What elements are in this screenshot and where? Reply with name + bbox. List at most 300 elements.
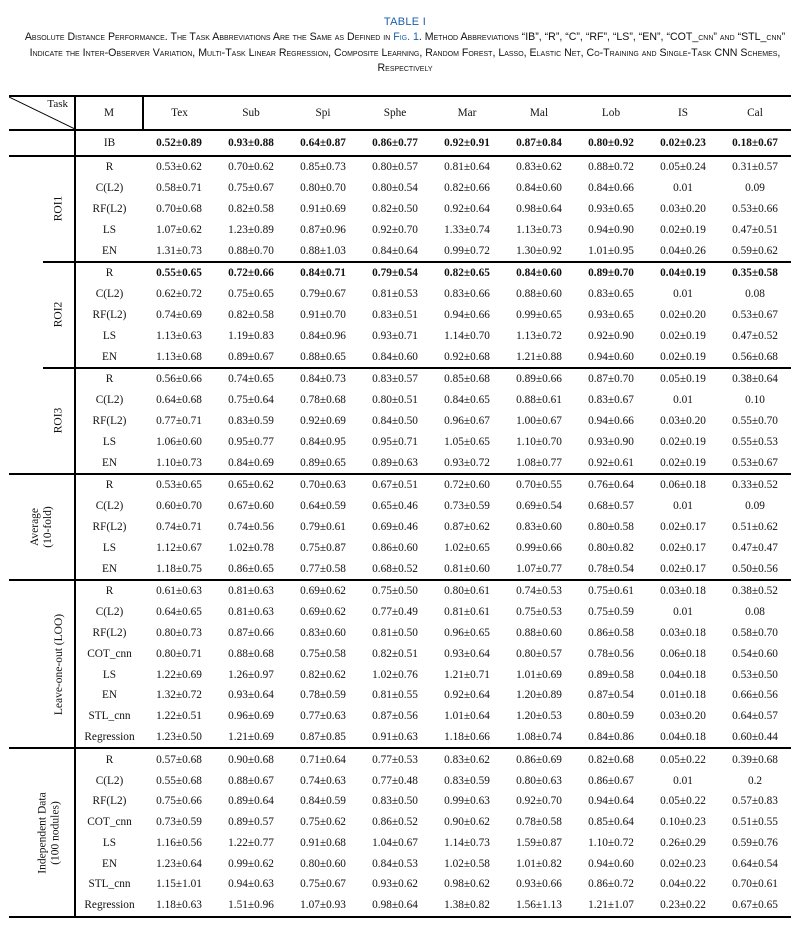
table-row [9,452,791,474]
value-cell: 0.82±0.50 [372,202,418,215]
value-cell: 0.02±0.19 [660,435,706,448]
value-cell: 0.93±0.62 [372,878,418,891]
group-label [9,580,75,748]
column-header: Spi [287,96,359,130]
value-cell: 1.18±0.63 [143,895,215,917]
value-cell: 0.83±0.65 [588,288,634,301]
value-cell: 0.84±0.66 [588,182,634,195]
value-cell: 0.71±0.64 [300,753,346,766]
value-cell: 0.91±0.63 [359,727,431,749]
value-cell: 1.15±1.01 [156,878,202,891]
value-cell: 0.69±0.62 [300,606,346,619]
value-cell: 0.83±0.67 [588,394,634,407]
value-cell: 1.01±0.64 [444,710,490,723]
value-cell: 0.75±0.66 [156,795,202,808]
value-cell: 1.10±0.72 [588,836,634,849]
results-table [9,95,791,918]
value-cell: 0.76±0.64 [588,479,634,492]
value-cell: 0.98±0.64 [516,202,562,215]
value-cell: 0.02±0.19 [660,329,706,342]
table-row [9,664,791,685]
column-header: Tex [143,96,215,130]
value-cell: 0.82±0.58 [228,308,274,321]
table-row [9,833,791,854]
value-cell: 0.88±0.70 [215,240,287,262]
table-row [9,812,791,833]
table-row [9,602,791,623]
value-cell: 0.54±0.60 [732,647,778,660]
subgroup-label [43,156,75,262]
table-row [9,178,791,199]
method-cell: C(L2) [95,182,124,195]
value-cell: 0.09 [745,500,765,513]
value-cell: 0.98±0.64 [359,895,431,917]
value-cell: 0.47±0.51 [732,223,778,236]
group-label-line: Average [28,507,41,546]
value-cell: 0.82±0.66 [444,182,490,195]
value-cell: 0.01±0.18 [660,689,706,702]
value-cell: 0.80±0.58 [588,520,634,533]
value-cell: 1.02±0.76 [372,668,418,681]
method-cell: R [105,753,114,766]
method-cell: LS [102,836,117,849]
value-cell: 0.93±0.88 [215,130,287,156]
value-cell: 0.55±0.68 [156,774,202,787]
value-cell: 0.86±0.77 [359,130,431,156]
value-cell: 0.84±0.65 [444,394,490,407]
group-label [9,156,43,474]
value-cell: 0.65±0.46 [372,500,418,513]
table-label: TABLE I [383,16,427,28]
column-header: Sphe [359,96,431,130]
value-cell: 1.05±0.65 [444,435,490,448]
value-cell: 0.94±0.63 [228,878,274,891]
subgroup-label [43,262,75,368]
value-cell: 0.02±0.19 [647,452,719,474]
value-cell: 1.04±0.67 [372,836,418,849]
value-cell: 0.02±0.20 [660,308,706,321]
group-label-line: (100 nodules) [49,800,62,865]
value-cell: 0.84±0.60 [516,182,562,195]
value-cell: 0.88±1.03 [287,240,359,262]
value-cell: 1.10±0.70 [516,435,562,448]
value-cell: 0.93±0.72 [431,452,503,474]
value-cell: 1.18±0.66 [431,727,503,749]
value-cell: 1.30±0.92 [503,240,575,262]
value-cell: 0.96±0.65 [444,626,490,639]
value-cell: 0.96±0.69 [228,710,274,723]
value-cell: 0.04±0.18 [647,727,719,749]
group-label [9,748,75,916]
value-cell: 0.84±0.96 [300,329,346,342]
method-cell: R [105,161,114,174]
roi-label: ROI1 [52,196,64,222]
value-cell: 0.70±0.55 [516,479,562,492]
value-cell: 1.26±0.97 [228,668,274,681]
method-cell: C(L2) [95,288,124,301]
value-cell: 0.72±0.66 [228,267,274,280]
value-cell: 1.13±0.63 [156,329,202,342]
value-cell: 1.08±0.77 [503,452,575,474]
value-cell: 0.88±0.68 [228,647,274,660]
table-row [9,537,791,558]
value-cell: 1.22±0.69 [156,668,202,681]
table-row [9,874,791,895]
value-cell: 0.31±0.57 [732,161,778,174]
value-cell: 0.93±0.64 [444,647,490,660]
value-cell: 0.81±0.63 [228,585,274,598]
value-cell: 1.01±0.95 [575,240,647,262]
value-cell: 1.56±1.13 [503,895,575,917]
value-cell: 0.81±0.50 [372,626,418,639]
value-cell: 0.80±0.70 [300,182,346,195]
value-cell: 0.88±0.60 [516,626,562,639]
method-cell: STL_cnn [88,878,131,891]
table-caption [12,30,798,77]
value-cell: 0.01 [673,774,693,787]
method-cell: EN [101,857,118,870]
value-cell: 0.83±0.66 [444,288,490,301]
value-cell: 0.03±0.20 [660,202,706,215]
value-cell: 0.59±0.62 [719,240,791,262]
table-row [9,411,791,432]
value-cell: 1.02±0.78 [228,541,274,554]
value-cell: 0.83±0.60 [300,626,346,639]
value-cell: 0.75±0.64 [228,394,274,407]
column-header: Sub [215,96,287,130]
value-cell: 0.05±0.24 [660,161,706,174]
value-cell: 0.93±0.90 [588,435,634,448]
method-cell: LS [102,668,117,681]
value-cell: 0.99±0.65 [516,308,562,321]
value-cell: 0.33±0.52 [732,479,778,492]
value-cell: 0.03±0.20 [660,710,706,723]
value-cell: 0.56±0.68 [719,346,791,368]
header-row [9,96,791,130]
value-cell: 0.82±0.62 [300,668,346,681]
method-cell: STL_cnn [88,710,131,723]
value-cell: 0.92±0.69 [300,414,346,427]
column-header: Mar [431,96,503,130]
value-cell: 0.75±0.67 [228,182,274,195]
value-cell: 0.09 [745,182,765,195]
subgroup-label [43,368,75,474]
value-cell: 0.77±0.49 [372,606,418,619]
value-cell: 1.21±0.88 [503,346,575,368]
value-cell: 0.70±0.62 [228,161,274,174]
value-cell: 0.92±0.64 [444,689,490,702]
value-cell: 0.88±0.61 [516,394,562,407]
method-cell: EN [75,452,143,474]
value-cell: 0.18±0.67 [719,130,791,156]
caption-text-end: . Method Abbreviations “IB”, “R”, “C”, “RF”, “LS”, “EN”, “COT_cnn” and “STL_cnn” Indicate the Inter-Observer Variation, Multi-Task Linear Regression, Composite Learning, Random Forest, Lasso, Elastic Net, Co-Training and Single-Task CNN Schemes, Respectively [29,31,786,74]
value-cell: 0.84±0.53 [372,857,418,870]
value-cell: 0.73±0.59 [444,500,490,513]
value-cell: 0.80±0.73 [156,626,202,639]
value-cell: 0.86±0.69 [516,753,562,766]
value-cell: 0.80±0.71 [156,647,202,660]
value-cell: 1.14±0.70 [444,329,490,342]
value-cell: 0.23±0.22 [647,895,719,917]
value-cell: 1.33±0.74 [444,223,490,236]
method-cell: COT_cnn [87,647,132,660]
value-cell: 0.51±0.55 [732,816,778,829]
table-row [9,240,791,262]
value-cell: 1.00±0.67 [516,414,562,427]
column-header: Cal [719,96,791,130]
value-cell: 1.32±0.72 [156,689,202,702]
value-cell: 0.04±0.26 [647,240,719,262]
value-cell: 0.56±0.66 [156,373,202,386]
value-cell: 0.53±0.50 [732,668,778,681]
value-cell: 0.72±0.60 [444,479,490,492]
value-cell: 0.80±0.51 [372,394,418,407]
table-row [9,496,791,517]
task-corner-cell [9,96,75,130]
method-cell: C(L2) [95,500,124,513]
table-row [9,199,791,220]
method-cell: EN [101,689,118,702]
value-cell: 0.79±0.67 [300,288,346,301]
method-cell: LS [102,435,117,448]
value-cell: 0.73±0.59 [156,816,202,829]
method-cell: Regression [75,895,143,917]
method-cell: EN [75,346,143,368]
table-row [9,346,791,368]
value-cell: 1.51±0.96 [215,895,287,917]
value-cell: 0.10±0.23 [660,816,706,829]
figure-link[interactable]: Fig. 1 [393,31,419,43]
value-cell: 0.74±0.69 [156,308,202,321]
table-row [9,325,791,346]
value-cell: 0.84±0.71 [300,267,346,280]
value-cell: 0.75±0.50 [372,585,418,598]
value-cell: 0.92±0.64 [444,202,490,215]
method-cell: R [105,585,114,598]
method-cell: Regression [75,727,143,749]
value-cell: 1.31±0.73 [143,240,215,262]
value-cell: 0.10 [745,394,765,407]
value-cell: 0.88±0.65 [287,346,359,368]
value-cell: 0.61±0.63 [156,585,202,598]
value-cell: 0.69±0.46 [372,520,418,533]
column-header: Mal [503,96,575,130]
value-cell: 0.74±0.53 [516,585,562,598]
value-cell: 1.16±0.56 [156,836,202,849]
value-cell: 1.07±0.93 [287,895,359,917]
value-cell: 0.86±0.58 [588,626,634,639]
value-cell: 0.93±0.65 [588,308,634,321]
value-cell: 0.01 [673,288,693,301]
value-cell: 0.01 [673,606,693,619]
method-cell: EN [75,240,143,262]
value-cell: 0.86±0.60 [372,541,418,554]
value-cell: 1.22±0.51 [156,710,202,723]
method-cell: C(L2) [95,774,124,787]
method-cell: RF(L2) [92,626,127,639]
value-cell: 0.93±0.66 [516,878,562,891]
value-cell: 0.68±0.52 [359,558,431,580]
value-cell: 0.88±0.67 [228,774,274,787]
value-cell: 0.92±0.90 [588,329,634,342]
value-cell: 0.80±0.82 [588,541,634,554]
value-cell: 0.80±0.92 [575,130,647,156]
value-cell: 0.64±0.54 [732,857,778,870]
table-row [9,390,791,411]
value-cell: 0.89±0.64 [228,795,274,808]
ib-blank-cell [9,130,75,156]
value-cell: 0.58±0.70 [732,626,778,639]
value-cell: 0.84±0.95 [300,435,346,448]
value-cell: 1.22±0.77 [228,836,274,849]
value-cell: 0.80±0.60 [300,857,346,870]
value-cell: 0.69±0.62 [300,585,346,598]
value-cell: 0.98±0.62 [444,878,490,891]
value-cell: 0.87±0.54 [588,689,634,702]
value-cell: 0.91±0.70 [300,308,346,321]
value-cell: 0.74±0.65 [228,373,274,386]
method-cell: LS [102,329,117,342]
method-cell: COT_cnn [87,816,132,829]
value-cell: 0.67±0.60 [228,500,274,513]
value-cell: 0.75±0.59 [588,606,634,619]
table-row [9,706,791,727]
value-cell: 1.20±0.89 [516,689,562,702]
value-cell: 0.94±0.60 [575,346,647,368]
value-cell: 0.51±0.62 [732,520,778,533]
table-row [9,853,791,874]
value-cell: 0.93±0.71 [372,329,418,342]
value-cell: 0.99±0.72 [431,240,503,262]
value-cell: 0.02±0.19 [660,223,706,236]
value-cell: 0.03±0.20 [660,414,706,427]
table-row [9,623,791,644]
value-cell: 0.83±0.62 [516,161,562,174]
value-cell: 0.38±0.52 [732,585,778,598]
value-cell: 0.64±0.59 [300,500,346,513]
task-header: Task [47,98,68,110]
value-cell: 1.07±0.77 [503,558,575,580]
value-cell: 0.04±0.19 [660,267,706,280]
table-row [9,748,791,770]
value-cell: 0.83±0.60 [516,520,562,533]
value-cell: 0.86±0.67 [588,774,634,787]
ib-row [9,130,791,156]
value-cell: 0.75±0.61 [588,585,634,598]
value-cell: 0.81±0.53 [372,288,418,301]
table-row [9,580,791,602]
value-cell: 0.59±0.76 [732,836,778,849]
value-cell: 0.47±0.47 [732,541,778,554]
value-cell: 0.53±0.67 [719,452,791,474]
value-cell: 0.74±0.71 [156,520,202,533]
value-cell: 0.64±0.57 [732,710,778,723]
value-cell: 1.20±0.53 [516,710,562,723]
value-cell: 0.64±0.87 [287,130,359,156]
value-cell: 0.52±0.89 [143,130,215,156]
value-cell: 0.78±0.68 [300,394,346,407]
value-cell: 0.57±0.83 [732,795,778,808]
value-cell: 0.75±0.58 [300,647,346,660]
value-cell: 0.75±0.53 [516,606,562,619]
table-row [9,262,791,284]
method-cell: C(L2) [95,606,124,619]
value-cell: 0.92±0.70 [372,223,418,236]
value-cell: 0.84±0.86 [575,727,647,749]
value-cell: 0.91±0.68 [300,836,346,849]
value-cell: 0.80±0.57 [516,647,562,660]
value-cell: 0.70±0.68 [156,202,202,215]
value-cell: 0.92±0.61 [575,452,647,474]
value-cell: 0.67±0.65 [719,895,791,917]
value-cell: 0.64±0.65 [156,606,202,619]
value-cell: 0.39±0.68 [732,753,778,766]
value-cell: 1.13±0.68 [143,346,215,368]
method-cell: RF(L2) [92,520,127,533]
value-cell: 0.83±0.59 [444,774,490,787]
value-cell: 0.90±0.62 [444,816,490,829]
value-cell: 0.06±0.18 [660,479,706,492]
value-cell: 0.77±0.53 [372,753,418,766]
value-cell: 0.81±0.60 [431,558,503,580]
value-cell: 0.92±0.70 [516,795,562,808]
value-cell: 0.70±0.61 [732,878,778,891]
value-cell: 1.23±0.89 [228,223,274,236]
value-cell: 0.81±0.64 [444,161,490,174]
value-cell: 0.81±0.63 [228,606,274,619]
value-cell: 0.02±0.23 [660,857,706,870]
table-row [9,517,791,538]
group-label-line: Leave-one-out (LOO) [53,613,66,715]
value-cell: 0.68±0.57 [588,500,634,513]
value-cell: 0.94±0.60 [588,857,634,870]
value-cell: 0.92±0.91 [431,130,503,156]
value-cell: 1.23±0.50 [143,727,215,749]
value-cell: 0.86±0.52 [372,816,418,829]
value-cell: 0.02±0.23 [647,130,719,156]
value-cell: 0.79±0.61 [300,520,346,533]
value-cell: 0.03±0.18 [660,585,706,598]
value-cell: 0.81±0.61 [444,606,490,619]
value-cell: 1.14±0.73 [444,836,490,849]
value-cell: 0.83±0.50 [372,795,418,808]
value-cell: 1.59±0.87 [516,836,562,849]
value-cell: 0.94±0.66 [588,414,634,427]
value-cell: 1.13±0.73 [516,223,562,236]
value-cell: 0.92±0.68 [431,346,503,368]
value-cell: 1.13±0.72 [516,329,562,342]
value-cell: 0.75±0.62 [300,816,346,829]
table-row [9,474,791,496]
value-cell: 0.65±0.62 [228,479,274,492]
value-cell: 0.93±0.65 [588,202,634,215]
method-header: M [75,96,143,130]
value-cell: 0.87±0.66 [228,626,274,639]
value-cell: 0.77±0.58 [287,558,359,580]
value-cell: 0.75±0.87 [300,541,346,554]
value-cell: 0.05±0.22 [660,795,706,808]
value-cell: 0.87±0.96 [300,223,346,236]
method-cell: RF(L2) [92,795,127,808]
value-cell: 0.58±0.71 [156,182,202,195]
value-cell: 1.02±0.58 [444,857,490,870]
value-cell: 0.60±0.44 [719,727,791,749]
table-row [9,368,791,390]
value-cell: 0.82±0.58 [228,202,274,215]
roi-label: ROI3 [52,408,64,434]
value-cell: 0.91±0.69 [300,202,346,215]
caption-text-start: Absolute Distance Performance. The Task Abbreviations Are the Same as Defined in [24,31,394,43]
